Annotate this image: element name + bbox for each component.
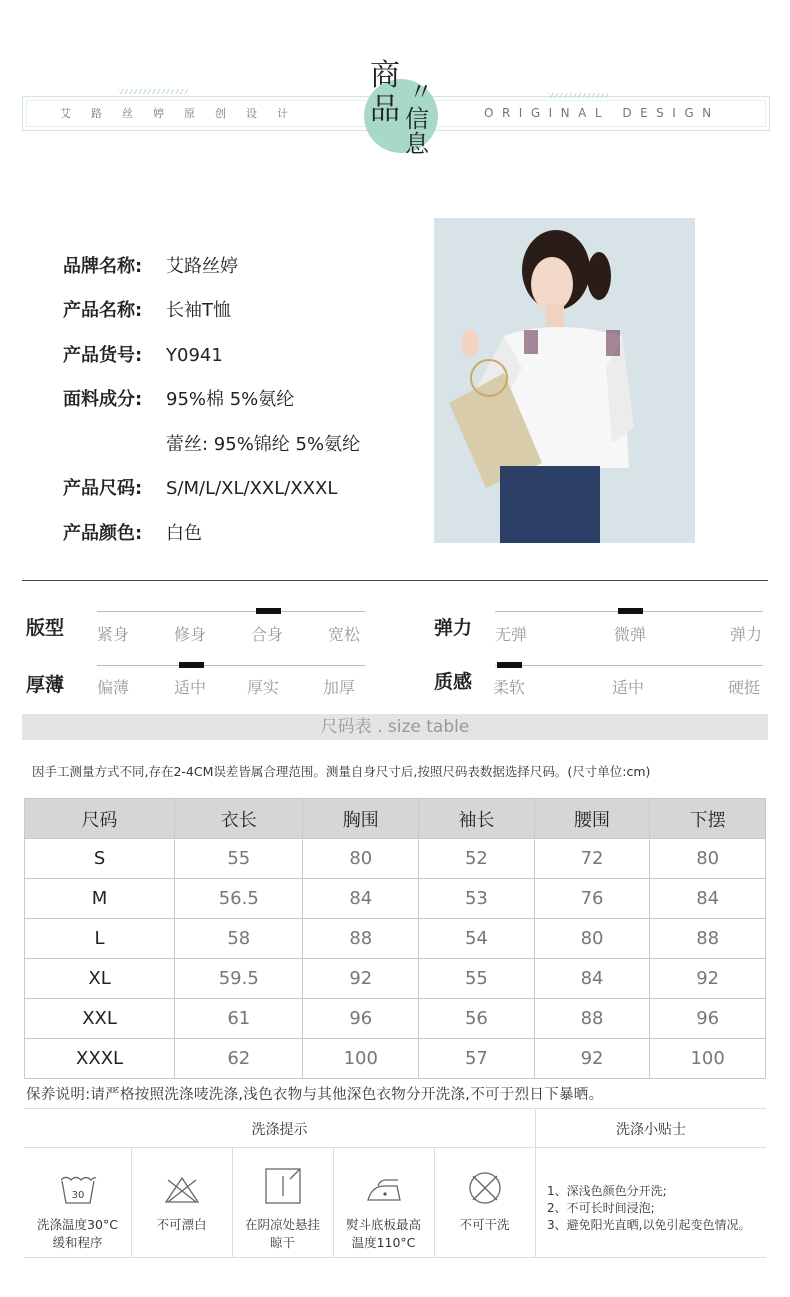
iron-caption	[333, 1216, 434, 1252]
value-cell: 88	[650, 919, 766, 959]
section-divider	[22, 580, 768, 581]
value-cell: 72	[534, 839, 650, 879]
value-cell: 84	[534, 959, 650, 999]
info-fabric-value: 95%棉 5%氨纶	[166, 389, 295, 410]
attr-elasticity-title: 弹力	[434, 617, 473, 639]
value-cell: 59.5	[175, 959, 303, 999]
value-cell: 54	[419, 919, 535, 959]
value-cell: 92	[534, 1039, 650, 1079]
table-row	[25, 959, 766, 999]
care-tips	[547, 1183, 750, 1234]
value-cell: 100	[650, 1039, 766, 1079]
care-instruction: 保养说明:请严格按照洗涤唛洗涤,浅色衣物与其他深色衣物分开洗涤,不可于烈日下暴晒。	[26, 1087, 604, 1103]
value-cell: 57	[419, 1039, 535, 1079]
info-sizes-label: 产品尺码:	[63, 478, 143, 499]
table-row	[25, 919, 766, 959]
attr-fit-opt-4: 宽松	[328, 625, 361, 644]
attr-thickness-marker	[179, 662, 204, 668]
attr-texture-title: 质感	[434, 671, 473, 693]
size-header-cell: 胸围	[303, 799, 419, 839]
value-cell: 100	[303, 1039, 419, 1079]
table-row	[25, 999, 766, 1039]
no-dry-clean-caption-line1: 不可干洗	[459, 1217, 510, 1232]
size-header-cell: 下摆	[650, 799, 766, 839]
iron-low-icon	[364, 1172, 404, 1206]
value-cell: 55	[419, 959, 535, 999]
no-bleach-icon	[162, 1172, 202, 1206]
info-brand-value: 艾路丝婷	[166, 256, 238, 277]
info-sku-value: Y0941	[166, 345, 223, 366]
wash-caption	[24, 1216, 131, 1252]
value-cell: 62	[175, 1039, 303, 1079]
table-row	[25, 839, 766, 879]
no-dry-clean-caption	[434, 1216, 535, 1234]
info-lace-value: 蕾丝: 95%锦纶 5%氨纶	[166, 434, 361, 455]
title-char-3: 信	[405, 105, 429, 133]
no-dry-clean-icon	[465, 1170, 505, 1206]
header-hatch-right	[548, 93, 608, 98]
attr-texture-line	[495, 665, 763, 666]
value-cell: 80	[303, 839, 419, 879]
info-fabric-label: 面料成分:	[63, 389, 143, 410]
info-name	[63, 296, 231, 322]
table-row	[25, 879, 766, 919]
info-name-label: 产品名称:	[63, 300, 143, 321]
info-brand	[63, 252, 238, 278]
title-quote-mark: 〃	[409, 78, 433, 106]
size-table-title: 尺码表 . size table	[22, 714, 768, 740]
attr-fit-title: 版型	[26, 617, 65, 639]
title-char-4: 息	[405, 130, 429, 158]
value-cell: 88	[534, 999, 650, 1039]
info-color	[63, 519, 202, 545]
iron-caption-line2: 温度110°C	[351, 1235, 416, 1250]
iron-caption-line1: 熨斗底板最高	[345, 1217, 421, 1232]
attr-texture-opt-2: 适中	[612, 678, 645, 697]
attr-texture-opt-3: 硬挺	[728, 678, 761, 697]
attr-thickness-opt-4: 加厚	[323, 678, 356, 697]
info-sizes	[63, 474, 337, 500]
value-cell: 80	[534, 919, 650, 959]
size-table-header	[25, 799, 766, 839]
info-sizes-value: S/M/L/XL/XXL/XXXL	[166, 478, 338, 499]
wash-tips-title: 洗涤提示	[251, 1122, 308, 1138]
info-sku-label: 产品货号:	[63, 345, 143, 366]
header-left-text: 艾路丝婷原创设计	[60, 107, 308, 120]
product-photo	[434, 218, 695, 543]
value-cell: 56.5	[175, 879, 303, 919]
care-header-divider	[24, 1147, 766, 1148]
care-item-line-dry	[232, 1166, 333, 1252]
value-cell: 58	[175, 919, 303, 959]
info-lace	[166, 430, 360, 456]
size-table	[24, 798, 766, 1079]
size-cell: XL	[25, 959, 175, 999]
size-header-cell: 衣长	[175, 799, 303, 839]
care-tip-3: 3、避免阳光直晒,以免引起变色情况。	[547, 1218, 751, 1232]
header-hatch-left	[118, 89, 188, 94]
table-row	[25, 1039, 766, 1079]
wash-caption-line2: 缓和程序	[52, 1235, 103, 1250]
care-item-wash	[24, 1172, 131, 1252]
size-header-cell: 腰围	[534, 799, 650, 839]
value-cell: 96	[303, 999, 419, 1039]
attr-elasticity-opt-3: 弹力	[730, 625, 763, 644]
value-cell: 80	[650, 839, 766, 879]
attr-fit-marker	[256, 608, 281, 614]
size-note: 因手工测量方式不同,存在2-4CM误差皆属合理范围。测量自身尺寸后,按照尺码表数据选择尺码。(尺寸单位:cm)	[32, 764, 651, 779]
wash-30-icon	[58, 1172, 98, 1206]
attr-fit-opt-2: 修身	[174, 625, 207, 644]
line-dry-caption-line2: 晾干	[269, 1235, 295, 1250]
attr-thickness-opt-3: 厚实	[247, 678, 280, 697]
info-color-label: 产品颜色:	[63, 523, 143, 544]
attr-texture-opt-1: 柔软	[493, 678, 526, 697]
attr-thickness-line	[97, 665, 365, 666]
attr-elasticity-opt-1: 无弹	[495, 625, 528, 644]
value-cell: 52	[419, 839, 535, 879]
no-bleach-caption	[131, 1216, 232, 1234]
attr-elasticity-opt-2: 微弹	[614, 625, 647, 644]
attr-texture-marker	[497, 662, 522, 668]
attr-thickness-opt-1: 偏薄	[97, 678, 130, 697]
value-cell: 56	[419, 999, 535, 1039]
value-cell: 84	[303, 879, 419, 919]
size-cell: XXXL	[25, 1039, 175, 1079]
size-cell: XXL	[25, 999, 175, 1039]
value-cell: 92	[650, 959, 766, 999]
value-cell: 76	[534, 879, 650, 919]
info-name-value: 长袖T恤	[166, 300, 231, 321]
value-cell: 88	[303, 919, 419, 959]
care-item-iron	[333, 1172, 434, 1252]
no-bleach-caption-line1: 不可漂白	[156, 1217, 207, 1232]
value-cell: 92	[303, 959, 419, 999]
attr-thickness-title: 厚薄	[26, 674, 65, 696]
attr-elasticity-marker	[618, 608, 643, 614]
care-item-no-dry-clean	[434, 1170, 535, 1234]
size-cell: M	[25, 879, 175, 919]
attr-fit-opt-3: 合身	[251, 625, 284, 644]
value-cell: 61	[175, 999, 303, 1039]
value-cell: 84	[650, 879, 766, 919]
line-dry-shade-icon	[263, 1166, 303, 1206]
header-right-text: ORIGINAL DESIGN	[484, 106, 720, 120]
line-dry-caption-line1: 在阴凉处悬挂	[244, 1217, 320, 1232]
title-char-1: 商	[370, 58, 400, 93]
info-sku	[63, 341, 223, 367]
value-cell: 96	[650, 999, 766, 1039]
size-cell: S	[25, 839, 175, 879]
size-header-cell: 尺码	[25, 799, 175, 839]
wash-caption-line1: 洗涤温度30°C	[37, 1217, 118, 1232]
small-tips-title: 洗涤小贴士	[616, 1122, 686, 1138]
title-char-2: 品	[370, 92, 400, 127]
wash-temp-number: 30	[71, 1190, 84, 1201]
attr-fit-opt-1: 紧身	[97, 625, 130, 644]
attr-thickness-opt-2: 适中	[174, 678, 207, 697]
model-illustration	[434, 218, 695, 543]
line-dry-caption	[232, 1216, 333, 1252]
size-cell: L	[25, 919, 175, 959]
value-cell: 53	[419, 879, 535, 919]
attr-fit-line	[97, 611, 365, 612]
info-fabric	[63, 385, 294, 411]
info-color-value: 白色	[166, 523, 202, 544]
care-tip-1: 1、深浅色颜色分开洗;	[547, 1184, 667, 1198]
info-brand-label: 品牌名称:	[63, 256, 143, 277]
care-item-no-bleach	[131, 1172, 232, 1234]
value-cell: 55	[175, 839, 303, 879]
care-tip-2: 2、不可长时间浸泡;	[547, 1201, 655, 1215]
size-header-cell: 袖长	[419, 799, 535, 839]
